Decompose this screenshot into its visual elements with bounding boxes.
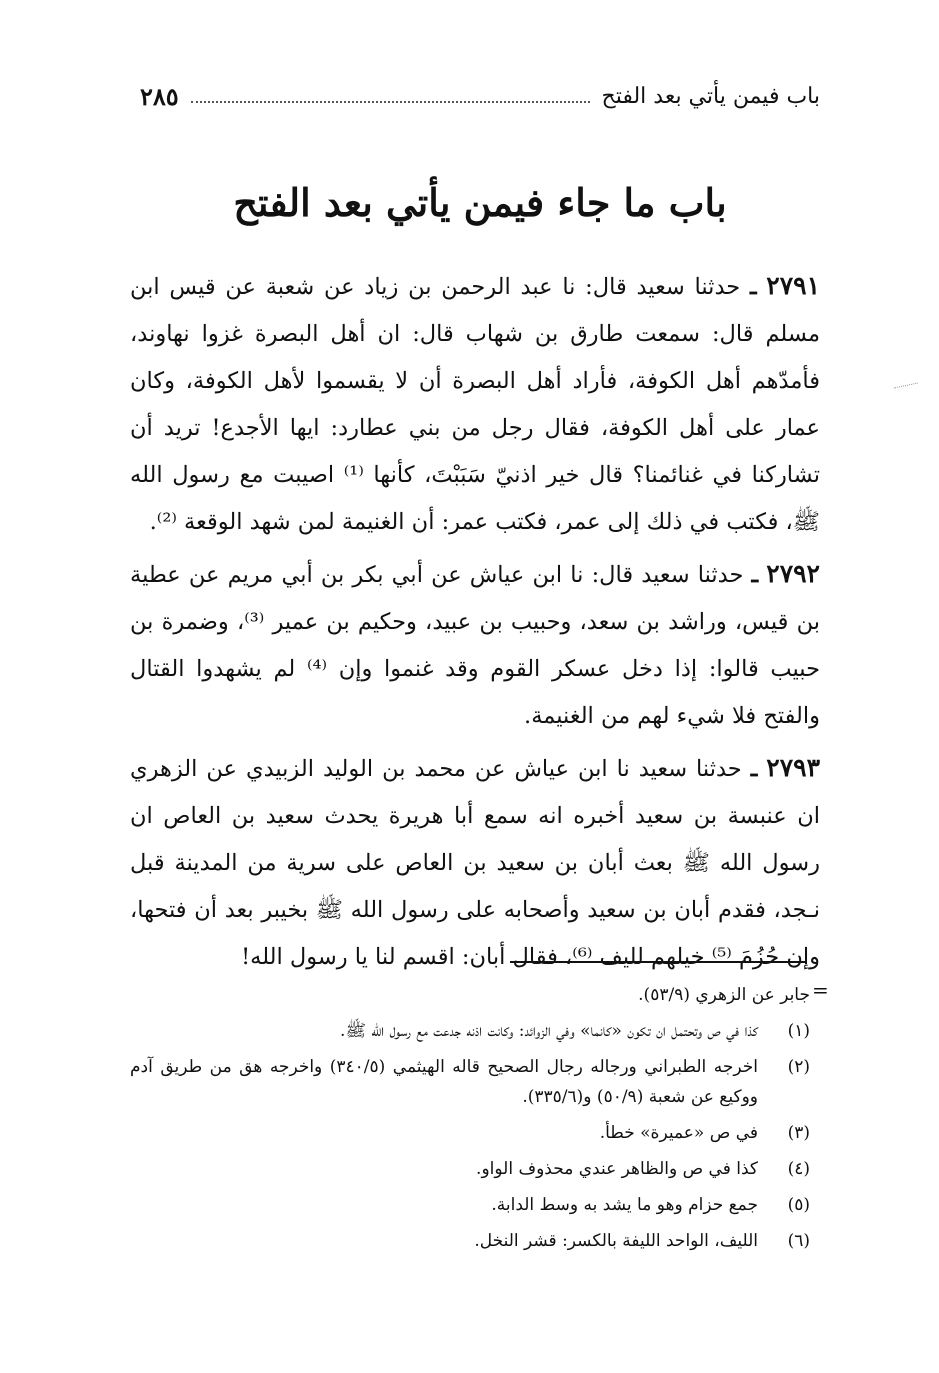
footnote-text: في ص «عميرة» خطأ. [599,1123,758,1143]
footnote-5 [130,1190,810,1220]
running-title: باب فيمن يأتي بعد الفتح [601,83,820,109]
hadith-2793 [130,744,820,981]
hadith-number: ٢٧٩٢ [766,559,820,588]
hadith-dash: ـ [750,756,758,782]
hadith-number: ٢٧٩١ [766,271,821,300]
footnote-text: الليف، الواحد الليفة بالكسر: قشر النخل. [474,1231,758,1251]
page-number: ٢٨٥ [140,81,179,111]
footnote-continuation: جابر عن الزهري (٥٣/٩). [638,985,810,1005]
scan-speck [894,383,918,389]
footnote-4 [130,1154,810,1184]
hadith-text: حدثنا سعيد قال: نا ابن عياش عن أبي بكر بن أبي مريم عن عطية بن قيس، وراشد بن سعد، وحبيب بن عبيد، وحكيم بن عمير ⁽³⁾، وضمرة بن حبيب قالوا: إذا دخل عسكر القوم وقد غنموا وإن ⁽⁴⁾ لم يشهدوا القتال والفتح فلا شيء لهم من الغنيمة. [130,562,820,729]
footnote-number: (١) [787,1021,810,1041]
footnotes [130,980,810,1262]
hadith-dash: ـ [751,562,759,588]
footnote-number: (٥) [787,1195,810,1215]
footnote-text: جمع حزام وهو ما يشد به وسط الدابة. [491,1195,758,1215]
running-header [140,78,820,114]
footnote-text: اخرجه الطبراني ورجاله رجال الصحيح قاله الهيثمي (٣٤٠/٥) واخرجه هق من طريق آدم ووكيع عن شعبة (٥٠/٩) و(٣٣٥/٦). [130,1057,758,1107]
footnote-separator [510,961,805,963]
hadith-number: ٢٧٩٣ [766,753,820,782]
hadith-dash: ـ [749,274,757,300]
footnote-2 [130,1052,810,1112]
footnote-6 [130,1226,810,1256]
hadith-text: حدثنا سعيد قال: نا عبد الرحمن بن زياد عن شعبة عن قيس ابن مسلم قال: سمعت طارق بن شهاب قال: ان أهل البصرة غزوا نهاوند، فأمدّهم أهل الكوفة، فأراد أهل البصرة أن لا يقسموا لأهل الكوفة، وكان عمار على أهل الكوفة، فقال رجل من بني عطارد: ايها الأجدع! تريد أن تشاركنا في غنائمنا؟ قال خير اذنيّ سَبَبْتَ، كأنها ⁽¹⁾ اصيبت مع رسول الله ﷺ، فكتب في ذلك إلى عمر، فكتب عمر: أن الغنيمة لمن شهد الوقعة ⁽²⁾. [130,274,820,535]
footnote-number: (٢) [787,1057,810,1077]
header-dotted-leader [191,101,590,103]
footnote-continuation-mark: = [812,978,829,1002]
footnote-1 [130,1016,810,1046]
footnote-number: (٦) [787,1231,810,1251]
hadith-2791 [130,262,820,546]
footnote-text: كذا في ص وتحتمل ان تكون «كانما» وفي الزوائد: وكانت اذنه جدعت مع رسول الله ﷺ. [340,1021,758,1041]
footnote-number: (٣) [787,1123,810,1143]
chapter-title: باب ما جاء فيمن يأتي بعد الفتح [233,180,727,225]
footnote-3 [130,1118,810,1148]
footnote-number: (٤) [787,1159,810,1179]
hadith-list [130,262,820,981]
footnote-text: كذا في ص والظاهر عندي محذوف الواو. [476,1159,758,1179]
hadith-2792 [130,550,820,740]
hadith-text: حدثنا سعيد نا ابن عياش عن محمد بن الوليد الزبيدي عن الزهري ان عنبسة بن سعيد أخبره انه سمع أبا هريرة يحدث سعيد بن العاص ان رسول الله ﷺ بعث أبان بن سعيد بن العاص على سرية من المدينة قبل نـجد، فقدم أبان بن سعيد وأصحابه على رسول الله ﷺ بخيبر بعد أن فتحها، وإن حُزُمَ ⁽⁵⁾ خيلهم لليف ⁽⁶⁾، فقال أبان: اقسم لنا يا رسول الله! [130,756,820,970]
